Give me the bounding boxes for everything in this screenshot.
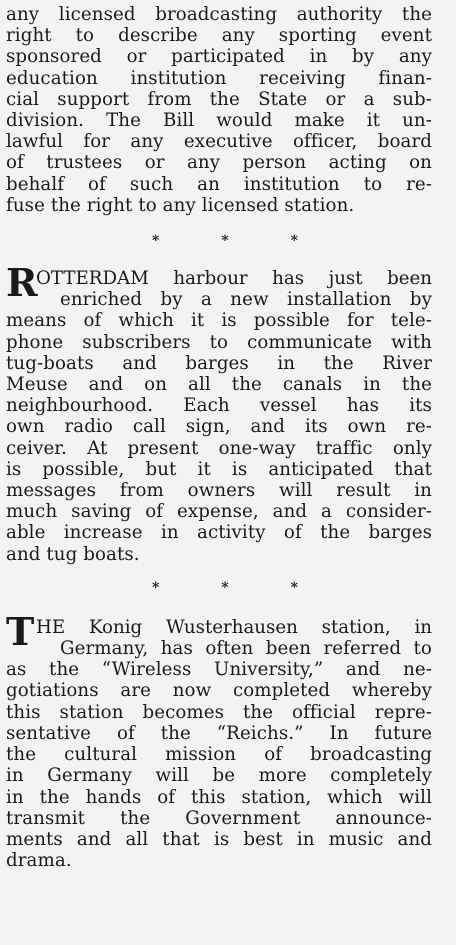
text-line: of trustees or any person acting on [6,152,432,174]
text-line: drama. [6,850,72,872]
text-line: fuse the right to any licensed station. [6,194,355,216]
text-line: the cultural mission of broadcasting [6,744,432,766]
text-line: and tug boats. [6,543,140,565]
text-line: education institution receiving finan- [6,67,432,89]
text-line: messages from owners will result in [6,480,432,502]
text-line: in Germany will be more completely [6,765,432,787]
text-line: phone subscribers to communicate with [6,331,432,353]
paragraph-rotterdam-harbour [6,260,432,565]
first-line-text: OTTERDAM harbour has just been [36,268,432,290]
text-line: much saving of expense, and a consider- [6,501,432,523]
text-line: ceiver. At present one-way traffic only [6,437,432,459]
text-line: enriched by a new installation by [60,289,432,311]
article-column [6,4,432,871]
text-line: Meuse and on all the canals in the [6,374,432,396]
separator-star: * [152,579,160,596]
text-line: means of which it is possible for tele- [6,310,432,332]
text-line: transmit the Government announce- [6,807,432,829]
text-line: in the hands of this station, which will [6,786,432,808]
drop-cap: R [6,260,38,306]
text-line: own radio call sign, and its own re- [6,416,432,438]
separator-star: * [221,233,229,250]
paragraph-konig-wusterhausen [6,608,432,872]
separator-star: * [221,579,229,596]
section-separator [6,230,432,252]
paragraph-broadcasting-bill [6,4,432,216]
text-line: this station becomes the official repre- [6,701,432,723]
separator-star: * [290,579,298,596]
text-line: Germany, has often been referred to [60,638,432,660]
text-line: able increase in activity of the barges [6,522,432,544]
text-line: behalf of such an institution to re- [6,173,432,195]
separator-star: * [290,233,298,250]
text-line: tug-boats and barges in the River [6,352,432,374]
separator-star: * [152,233,160,250]
drop-cap: T [6,608,35,654]
text-line: right to describe any sporting event [6,25,432,47]
text-line: ments and all that is best in music and [6,828,432,850]
section-separator [6,577,432,599]
text-line: neighbourhood. Each vessel has its [6,395,432,417]
first-line-text: HE Konig Wusterhausen station, in [36,616,432,638]
text-line: gotiations are now completed whereby [6,680,432,702]
text-line: as the “Wireless University,” and ne- [6,659,432,681]
text-line: lawful for any executive officer, board [6,131,432,153]
text-line: division. The Bill would make it un- [6,110,432,132]
text-line: is possible, but it is anticipated that [6,458,432,480]
text-line: sentative of the “Reichs.” In future [6,722,432,744]
text-line: cial support from the State or a sub- [6,88,432,110]
text-line: any licensed broadcasting authority the [6,4,432,25]
text-line: sponsored or participated in by any [6,46,432,68]
